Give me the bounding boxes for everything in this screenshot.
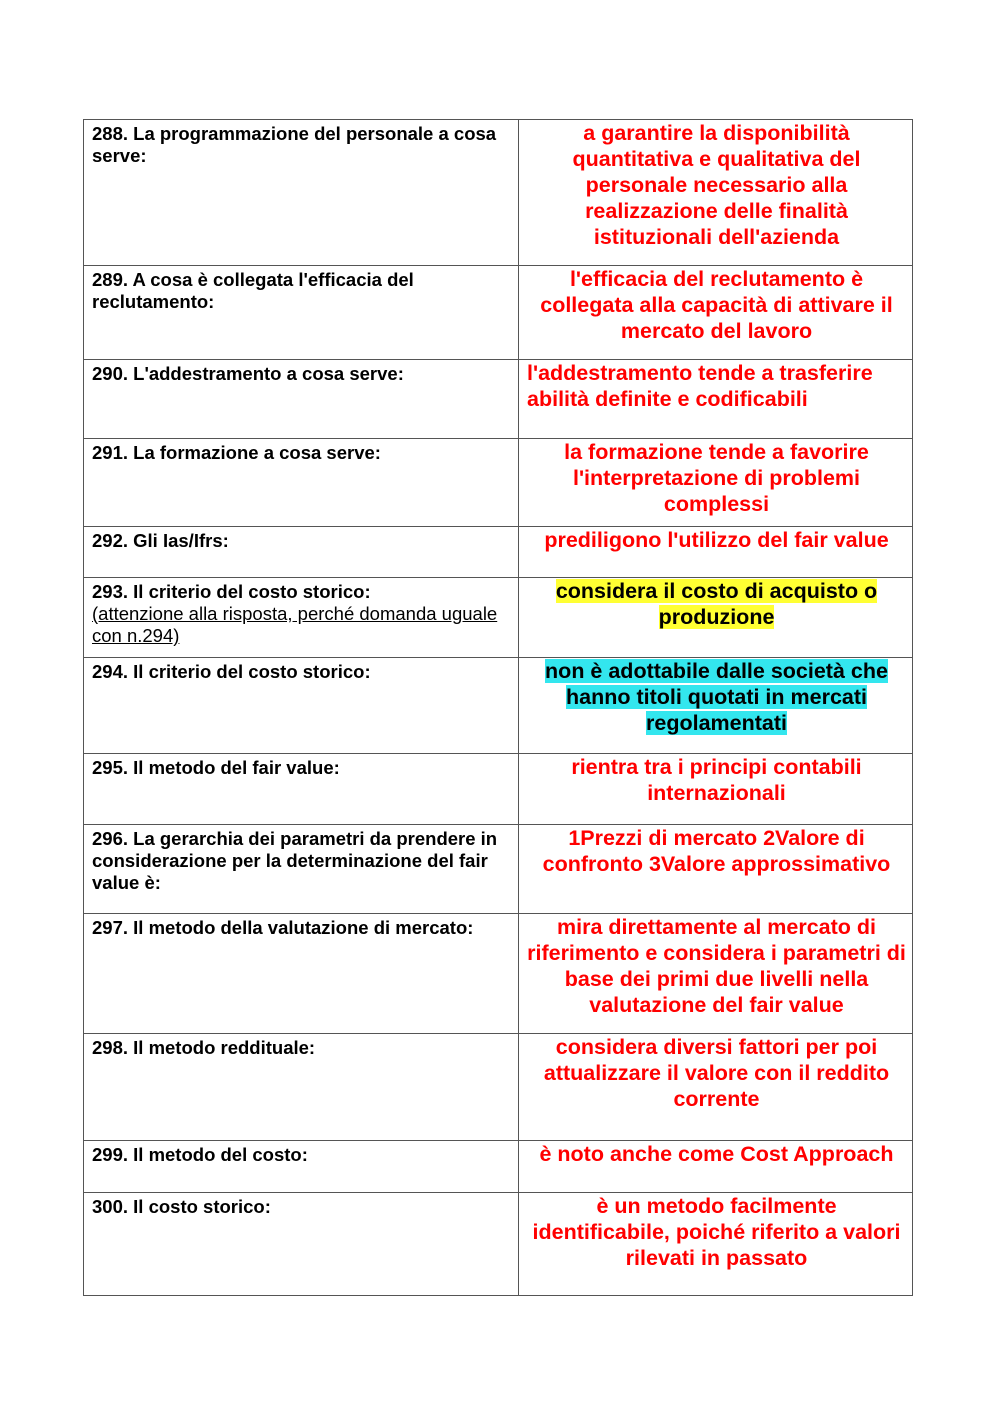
answer-text: a garantire la disponibilità quantitativa e qualitativa del personale necessario alla realizzazione delle finalità istituzionali dell'azienda [572,121,861,249]
table-row [84,120,913,266]
answer-cell [519,527,913,578]
question-cell [84,439,519,527]
question-cell [84,120,519,266]
question-text: 297. Il metodo della valutazione di mercato: [92,917,474,938]
answer-cell [519,578,913,658]
answer-cell [519,266,913,360]
table-row [84,1141,913,1193]
answer-cell [519,658,913,754]
question-cell [84,266,519,360]
question-text: 288. La programmazione del personale a cosa serve: [92,123,497,166]
answer-text: mira direttamente al mercato di riferimento e considera i parametri di base dei primi due livelli nella valutazione del fair value [527,915,906,1017]
question-text: 289. A cosa è collegata l'efficacia del reclutamento: [92,269,414,312]
question-text: 294. Il criterio del costo storico: [92,661,371,682]
answer-text: non è adottabile dalle società che hanno titoli quotati in mercati regolamentati [545,659,888,735]
question-cell [84,825,519,914]
answer-cell [519,1141,913,1193]
answer-text: considera il costo di acquisto o produzione [555,579,878,629]
answer-text: 1Prezzi di mercato 2Valore di confronto 3Valore approssimativo [542,826,891,876]
table-row [84,266,913,360]
question-text: 300. Il costo storico: [92,1196,271,1217]
table-row [84,754,913,825]
question-cell [84,1034,519,1141]
question-cell [84,1193,519,1296]
table-row [84,658,913,754]
qa-table [83,119,913,1296]
question-text: 293. Il criterio del costo storico: [92,581,371,602]
question-text: 290. L'addestramento a cosa serve: [92,363,404,384]
question-cell [84,527,519,578]
answer-cell [519,120,913,266]
answer-text: la formazione tende a favorire l'interpretazione di problemi complessi [564,440,869,516]
answer-text: è noto anche come Cost Approach [539,1142,894,1166]
table-row [84,825,913,914]
table-row [84,360,913,439]
question-cell [84,578,519,658]
question-note: (attenzione alla risposta, perché domanda uguale con n.294) [92,603,498,646]
question-text: 291. La formazione a cosa serve: [92,442,381,463]
table-row [84,439,913,527]
table-row [84,1193,913,1296]
question-text: 299. Il metodo del costo: [92,1144,308,1165]
table-row [84,1034,913,1141]
table-row [84,527,913,578]
answer-text: considera diversi fattori per poi attualizzare il valore con il reddito corrente [543,1035,890,1111]
answer-cell [519,360,913,439]
answer-cell [519,439,913,527]
answer-cell [519,1034,913,1141]
question-cell [84,754,519,825]
answer-cell [519,1193,913,1296]
question-text: 292. Gli Ias/Ifrs: [92,530,229,551]
answer-cell [519,754,913,825]
question-cell [84,360,519,439]
answer-cell [519,825,913,914]
answer-text: prediligono l'utilizzo del fair value [544,528,889,552]
question-cell [84,914,519,1034]
question-text: 296. La gerarchia dei parametri da prendere in considerazione per la determinazione del fair value è: [92,828,498,893]
question-text: 295. Il metodo del fair value: [92,757,340,778]
question-text: 298. Il metodo reddituale: [92,1037,316,1058]
answer-cell [519,914,913,1034]
table-row [84,578,913,658]
answer-text: l'addestramento tende a trasferire abilità definite e codificabili [527,361,873,411]
answer-text: l'efficacia del reclutamento è collegata alla capacità di attivare il mercato del lavoro [540,267,893,343]
answer-text: rientra tra i principi contabili internazionali [571,755,862,805]
answer-text: è un metodo facilmente identificabile, poiché riferito a valori rilevati in passato [532,1194,901,1270]
question-cell [84,1141,519,1193]
question-cell [84,658,519,754]
table-row [84,914,913,1034]
